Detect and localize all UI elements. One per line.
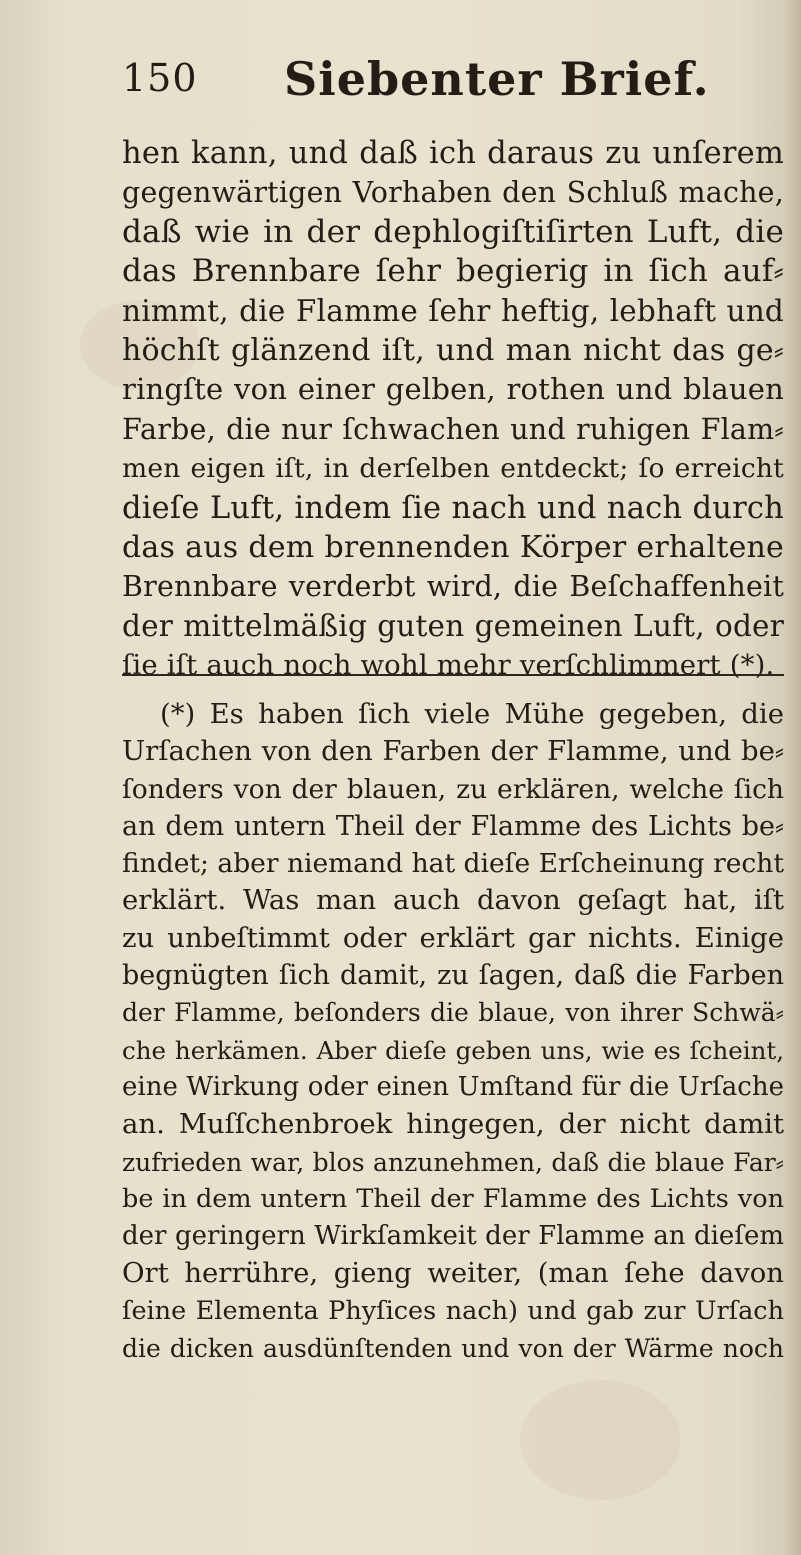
text-line: das aus dem brennenden Körper erhaltene <box>122 529 784 565</box>
main-text <box>122 134 784 685</box>
text-line: daß wie in der dephlogiſtiſirten Luft, die <box>122 213 784 250</box>
text-line: men eigen iſt, in derſelben entdeckt; ſo erreicht <box>122 453 784 485</box>
footnote-line: an dem untern Theil der Flamme des Lichts be⸗ <box>122 810 784 842</box>
footnote-line: Ort herrühre, gieng weiter, (man ſehe davon <box>122 1257 784 1290</box>
text-line: ringſte von einer gelben, rothen und blauen <box>122 372 784 407</box>
footnote-line: (*) Es haben ſich viele Mühe gegeben, die <box>160 698 784 730</box>
page-header <box>122 52 762 112</box>
page-number: 150 <box>122 56 198 100</box>
text-line: Brennbare verderbt wird, die Beſchaffenheit <box>122 570 784 604</box>
text-line: höchſt glänzend iſt, und man nicht das ge⸗ <box>122 332 784 368</box>
footnote-line: che herkämen. Aber dieſe geben uns, wie es ſcheint, <box>122 1035 784 1065</box>
footnote-line: findet; aber niemand hat dieſe Erſcheinung recht <box>122 848 784 880</box>
paper-stain <box>520 1380 680 1500</box>
running-title: Siebenter Brief. <box>284 52 710 106</box>
footnote-line: ſonders von der blauen, zu erklären, welche ſich <box>122 773 784 805</box>
footnote-line: zu unbeſtimmt oder erklärt gar nichts. Einige <box>122 921 784 954</box>
footnote-line: der geringern Wirkſamkeit der Flamme an dieſem <box>122 1221 784 1252</box>
text-line: nimmt, die Flamme ſehr heftig, lebhaft und <box>122 293 784 328</box>
page-edge <box>787 0 801 1555</box>
footnote-line: erklärt. Was man auch davon geſagt hat, iſt <box>122 884 784 917</box>
footnote-line: ſeine Elementa Phyſices nach) und gab zur Urſach <box>122 1295 784 1326</box>
text-line: Farbe, die nur ſchwachen und ruhigen Flam⸗ <box>122 412 784 446</box>
footnote-line: eine Wirkung oder einen Umſtand für die Urſache <box>122 1071 784 1102</box>
footnote-line: zufrieden war, blos anzunehmen, daß die blaue Far⸗ <box>122 1147 784 1177</box>
text-line: dieſe Luft, indem ſie nach und nach durch <box>122 490 784 526</box>
text-line: ſie iſt auch noch wohl mehr verſchlimmert (*). <box>122 649 775 682</box>
footnote-line: die dicken ausdünſtenden und von der Wärme noch <box>122 1334 784 1364</box>
text-line: hen kann, und daß ich daraus zu unſerem <box>122 136 784 171</box>
footnote-line: an. Muſſchenbroek hingegen, der nicht damit <box>122 1108 784 1141</box>
footnote-line: begnügten ſich damit, zu ſagen, daß die Farben <box>122 960 784 992</box>
text-line: der mittelmäßig guten gemeinen Luft, oder <box>122 608 784 643</box>
footnote-line: be in dem untern Theil der Flamme des Lichts von <box>122 1183 784 1214</box>
footnote <box>122 696 784 1367</box>
footnote-line: der Flamme, beſonders die blaue, von ihrer Schwä⸗ <box>122 998 784 1028</box>
footnote-line: Urſachen von den Farben der Flamme, und be⸗ <box>122 735 784 768</box>
footnote-rule <box>122 674 784 676</box>
text-line: das Brennbare ſehr begierig in ſich auf⸗ <box>122 253 784 290</box>
text-line: gegenwärtigen Vorhaben den Schluß mache, <box>122 176 784 210</box>
